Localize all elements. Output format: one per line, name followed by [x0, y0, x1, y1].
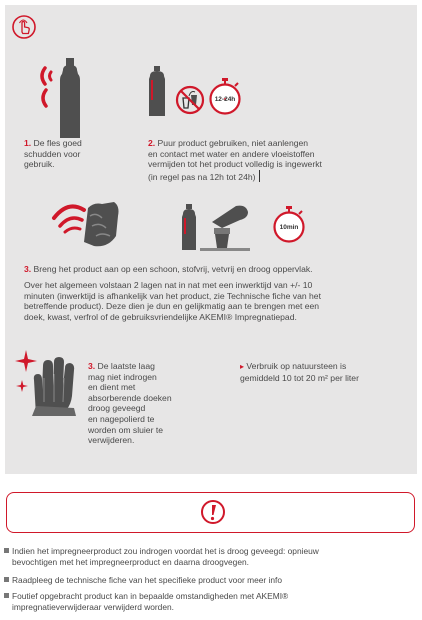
square-bullet-icon — [4, 593, 9, 598]
shaking-bottle-icon — [36, 56, 90, 140]
step2-timer-label: 12-24h — [214, 96, 236, 103]
step3-text: Breng het product aan op een schoon, stofvrij, vetvrij en droog oppervlak. — [31, 264, 313, 274]
step3b-text: verwijderen. — [88, 435, 135, 446]
step3b-text: worden om sluier te — [88, 424, 163, 435]
warning-text: bevochtigen met het impregneerproduct en daarna droogvegen. — [12, 556, 249, 567]
step3b-text: De laatste laag — [95, 361, 155, 371]
step3-paragraph-line: Over het algemeen volstaan 2 lagen nat in nat met een inwerktijd van +/- 10 — [24, 280, 313, 290]
step3-paragraph-line: betreffende product). Deze dien je dun en gelijkmatig aan te brengen met een — [24, 301, 320, 312]
text-cursor — [259, 170, 260, 182]
touch-hand-icon — [9, 12, 39, 42]
step3b-text: absorberende doeken — [88, 392, 172, 403]
bottle-brush-icon — [182, 202, 252, 252]
consumption-text: gemiddeld 10 tot 20 m² per liter — [240, 372, 359, 383]
bottle-icon — [148, 66, 168, 116]
step3b-text: mag niet indrogen — [88, 371, 157, 382]
warning-text: Raadpleeg de technische fiche van het specifieke product voor meer info — [12, 575, 283, 585]
step1-number: 1. — [24, 138, 32, 148]
no-mixing-icon — [174, 84, 206, 116]
arrow-bullet-icon: ▸ — [240, 362, 245, 371]
step3-number: 3. — [24, 264, 32, 274]
consumption-text: Verbruik op natuursteen is — [244, 361, 347, 371]
step3b-text: droog geveegd — [88, 403, 146, 414]
exclamation-icon — [200, 499, 226, 525]
warning-text: impregnatieverwijderaar verwijderd worden. — [12, 601, 174, 612]
step1-text: schudden voor — [24, 148, 81, 159]
step3-paragraph-line: minuten (inwerktijd is afhankelijk van het product, zie Technische fiche van het — [24, 290, 321, 301]
warning-text: Foutief opgebracht product kan in bepaalde omstandigheden met AKEMI® — [12, 591, 289, 601]
step3b-number: 3. — [88, 361, 96, 371]
step2-text: (in regel pas na 12h tot 24h) — [148, 171, 256, 182]
step2-text: en contact met water en andere vloeistoffen — [148, 148, 315, 159]
square-bullet-icon — [4, 548, 9, 553]
step3b-text: en dient met — [88, 382, 136, 393]
step3-paragraph-line: doek, kwast, verfrol of de gebruiksvriendelijke AKEMI® Impregnatiepad. — [24, 311, 297, 322]
step1-text: De fles goed — [31, 138, 82, 148]
step2-text: Puur product gebruiken, niet aanlengen — [155, 138, 309, 148]
hand-cloth-icon — [30, 356, 80, 418]
square-bullet-icon — [4, 577, 9, 582]
warning-text: Indien het impregneerproduct zou indrogen voordat het is droog geveegd: opnieuw — [12, 546, 319, 556]
step1-text: gebruik. — [24, 159, 55, 170]
wiping-hand-icon — [50, 196, 122, 252]
step3b-text: en nagepolierd te — [88, 413, 155, 424]
step3-timer-label: 10min — [279, 224, 299, 231]
step2-text: vermijden tot het product volledig is ingewerkt — [148, 159, 322, 170]
step2-number: 2. — [148, 138, 156, 148]
